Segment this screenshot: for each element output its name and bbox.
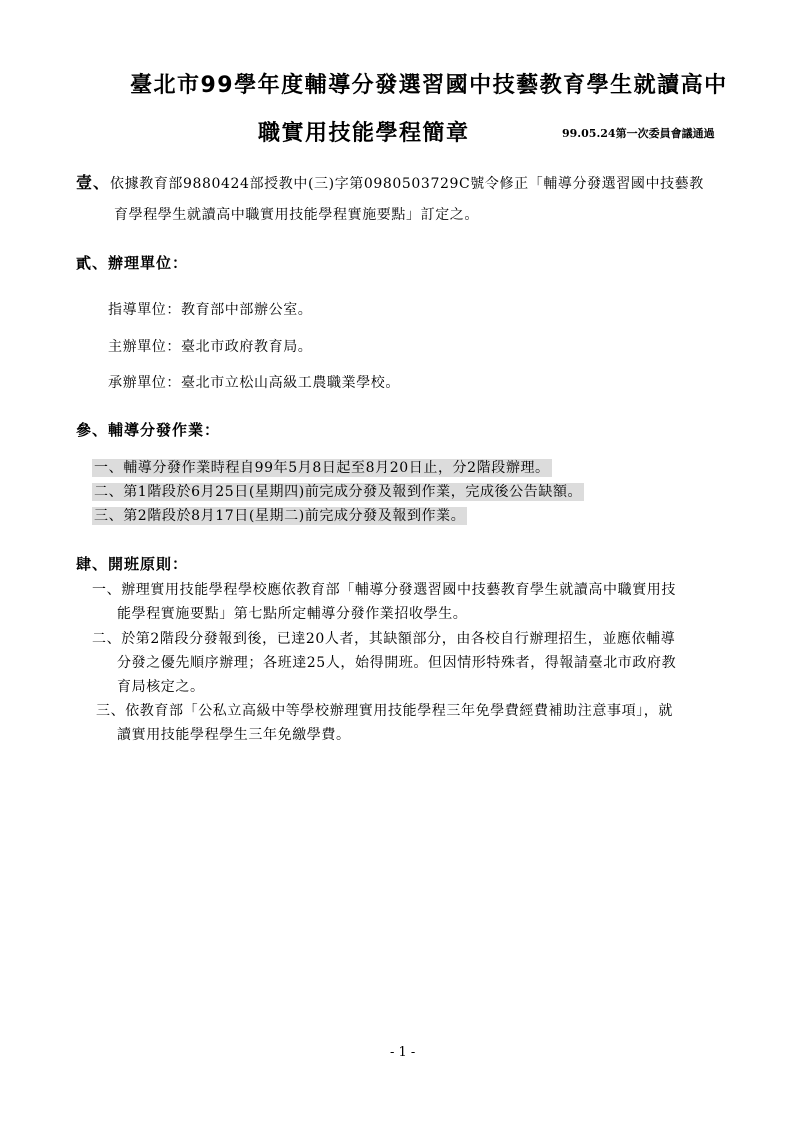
section3-item: 三、第2階段於8月17日(星期二)前完成分發及報到作業。 — [94, 508, 466, 524]
section2-heading: 貳、辦理單位： — [76, 254, 189, 272]
section2-item: 承辦單位：臺北市立松山高級工農職業學校。 — [108, 375, 400, 391]
page-number: - 1 - — [390, 1045, 416, 1060]
section4-item-line: 分發之優先順序辦理；各班達25人，始得開班。但因情形特殊者，得報請臺北市政府教 — [117, 655, 677, 671]
section2-item: 指導單位：教育部中部辦公室。 — [108, 302, 313, 318]
section4-item-line: 育局核定之。 — [117, 679, 205, 695]
document-title-line2: 職實用技能學程簡章 — [258, 121, 470, 146]
section4-item-line: 讀實用技能學程學生三年免繳學費。 — [117, 727, 351, 743]
section3-item: 二、第1階段於6月25日(星期四)前完成分發及報到作業，完成後公告缺額。 — [94, 484, 583, 500]
section4-item-line: 一、辦理實用技能學程學校應依教育部「輔導分發選習國中技藝教育學生就讀高中職實用技 — [92, 582, 676, 598]
section1-text: 依據教育部9880424部授教中(三)字第0980503729C號令修正「輔導分發選習國中技藝教 — [110, 176, 704, 192]
approval-note: 99.05.24第一次委員會議通過 — [562, 127, 715, 140]
section4-item-line: 三、依教育部「公私立高級中等學校辦理實用技能學程三年免學費經費補助注意事項」，就 — [96, 703, 673, 719]
section3-item: 一、輔導分發作業時程自99年5月8日起至8月20日止，分2階段辦理。 — [94, 460, 550, 476]
document-title-line1: 臺北市99學年度輔導分發選習國中技藝教育學生就讀高中 — [130, 73, 728, 98]
section2-item: 主辦單位：臺北市政府教育局。 — [108, 339, 313, 355]
section1-line2: 育學程學生就讀高中職實用技能學程實施要點」訂定之。 — [114, 207, 479, 223]
section1-line1 — [76, 170, 704, 193]
section4-item-line: 二、於第2階段分發報到後，已達20人者，其缺額部分，由各校自行辦理招生，並應依輔導 — [92, 631, 676, 647]
section3-heading: 參、輔導分發作業： — [76, 421, 221, 439]
section4-item-line: 能學程實施要點」第七點所定輔導分發作業招收學生。 — [117, 606, 468, 622]
section1-marker: 壹、 — [76, 173, 111, 192]
section4-heading: 肆、開班原則： — [76, 555, 189, 573]
